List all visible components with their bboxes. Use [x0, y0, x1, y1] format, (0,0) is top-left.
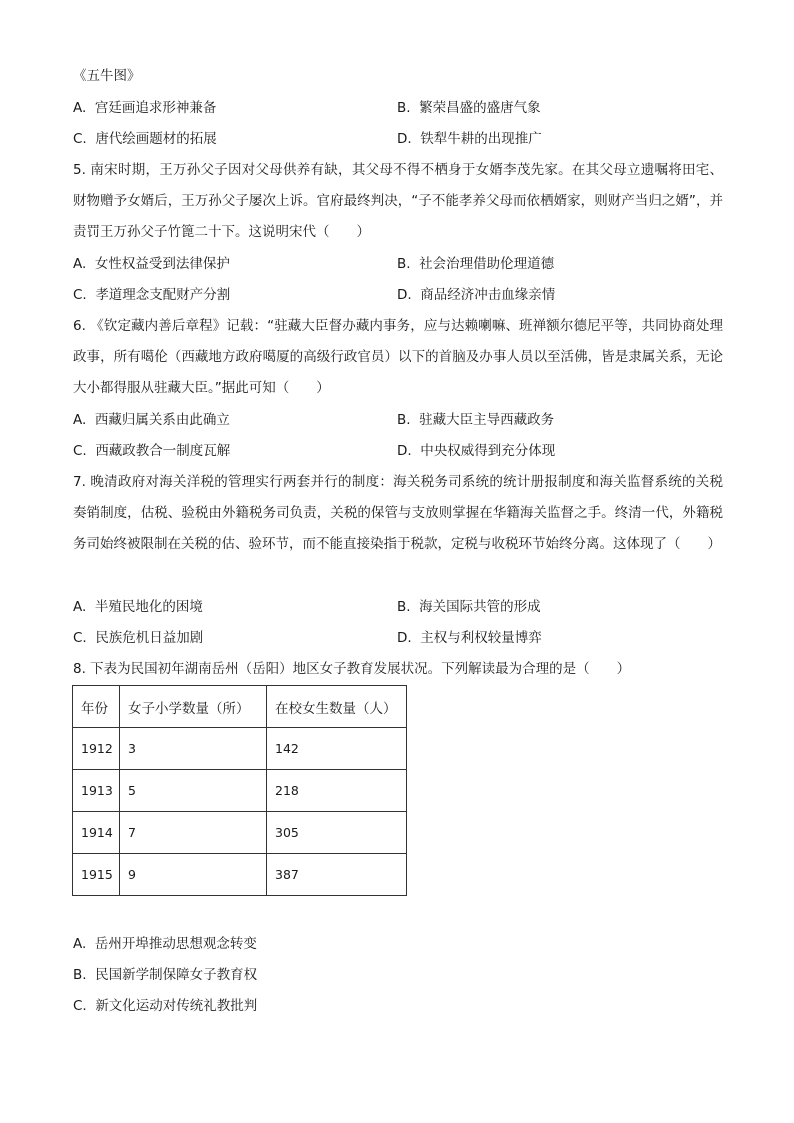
q7-option-b: B. 海关国际共管的形成: [397, 599, 541, 615]
q5-option-d: D. 商品经济冲击血缘亲情: [397, 287, 556, 303]
table-row: [73, 854, 407, 896]
table-cell: 1912: [73, 728, 120, 770]
q7-option-c: C. 民族危机日益加剧: [73, 630, 204, 646]
table-header-cell: 女子小学数量（所）: [120, 686, 267, 728]
q5-option-c: C. 孝道理念支配财产分割: [73, 287, 231, 303]
q7-option-a: A. 半殖民地化的困境: [73, 599, 203, 615]
q6-option-d: D. 中央权威得到充分体现: [397, 443, 556, 459]
table-cell: 7: [120, 812, 267, 854]
q8-option-b: B. 民国新学制保障女子教育权: [73, 967, 258, 983]
table-row: [73, 728, 407, 770]
table-cell: 305: [267, 812, 407, 854]
q4-option-a: A. 宫廷画追求形神兼备: [73, 100, 217, 116]
q4-option-b: B. 繁荣昌盛的盛唐气象: [397, 100, 541, 116]
education-table: [72, 685, 407, 896]
header-fragment: 《五牛图》: [73, 68, 141, 84]
table-cell: 1915: [73, 854, 120, 896]
q8-option-c: C. 新文化运动对传统礼教批判: [73, 998, 258, 1014]
q6-option-a: A. 西藏归属关系由此确立: [73, 412, 230, 428]
table-row: [73, 812, 407, 854]
q5-stem: 5. 南宋时期，王万孙父子因对父母供养有缺，其父母不得不栖身于女婿李茂先家。在其父母立遗嘱将田宅、财物赠予女婿后，王万孙父子屡次上诉。官府最终判决，“子不能孝养父母而依栖婿家，则财产当归之婿”，并责罚王万孙父子竹篦二十下。这说明宋代（ ）: [73, 162, 723, 240]
table-cell: 9: [120, 854, 267, 896]
q6-stem: 6. 《钦定藏内善后章程》记载：“驻藏大臣督办藏内事务，应与达赖喇嘛、班禅额尔德尼平等，共同协商处理政事，所有噶伦（西藏地方政府噶厦的高级行政官员）以下的首脑及办事人员以至活佛，皆是隶属关系，无论大小都得服从驻藏大臣。”据此可知（ ）: [73, 318, 723, 396]
q6-option-c: C. 西藏政教合一制度瓦解: [73, 443, 231, 459]
table-cell: 1914: [73, 812, 120, 854]
q5-option-a: A. 女性权益受到法律保护: [73, 256, 230, 272]
q4-option-c: C. 唐代绘画题材的拓展: [73, 131, 217, 147]
table-cell: 142: [267, 728, 407, 770]
q8-option-a: A. 岳州开埠推动思想观念转变: [73, 936, 257, 952]
table-header-cell: 年份: [73, 686, 120, 728]
q4-option-d: D. 铁犁牛耕的出现推广: [397, 131, 542, 147]
table-header-cell: 在校女生数量（人）: [267, 686, 407, 728]
table-cell: 218: [267, 770, 407, 812]
table-cell: 387: [267, 854, 407, 896]
table-cell: 1913: [73, 770, 120, 812]
table-cell: 3: [120, 728, 267, 770]
q8-stem: 8. 下表为民国初年湖南岳州（岳阳）地区女子教育发展状况。下列解读最为合理的是（ ）: [73, 661, 631, 677]
q6-option-b: B. 驻藏大臣主导西藏政务: [397, 412, 555, 428]
q5-option-b: B. 社会治理借助伦理道德: [397, 256, 555, 272]
table-cell: 5: [120, 770, 267, 812]
q7-stem: 7. 晚清政府对海关洋税的管理实行两套并行的制度：海关税务司系统的统计册报制度和海关监督系统的关税奏销制度，估税、验税由外籍税务司负责，关税的保管与支放则掌握在华籍海关监督之手。终清一代，外籍税务司始终被限制在关税的估、验环节，而不能直接染指于税款，定税与收税环节始终分离。这体现了（ ）: [73, 474, 723, 552]
table-row: [73, 770, 407, 812]
table-header-row: [73, 686, 407, 728]
q7-option-d: D. 主权与利权较量博弈: [397, 630, 542, 646]
